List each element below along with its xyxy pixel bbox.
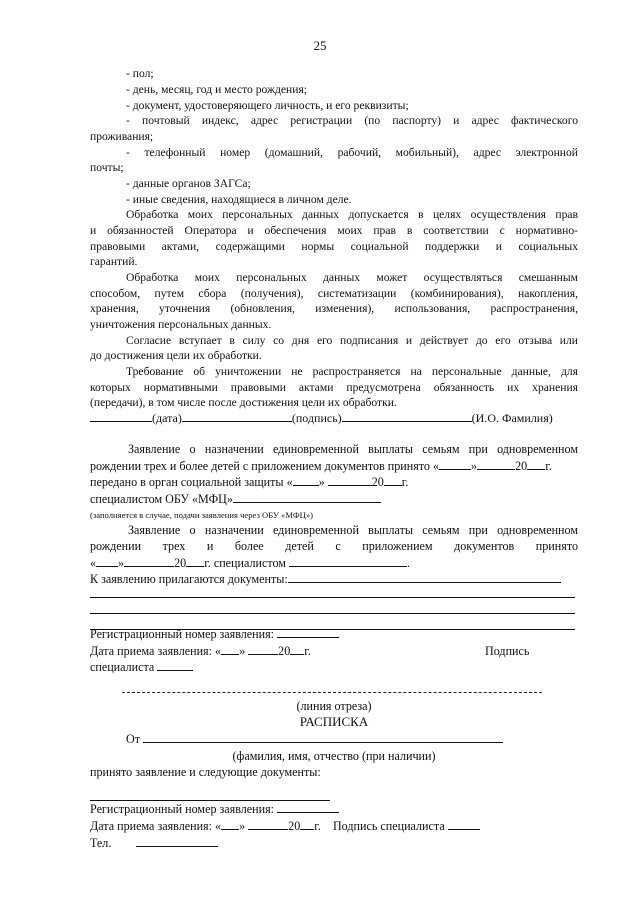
specialist-line: специалиста [90, 659, 578, 676]
signature-line [90, 410, 578, 427]
year-blank[interactable] [290, 643, 304, 655]
paragraph-line: которых нормативными правовыми актами предусмотрена обязанность их хранения [90, 381, 578, 394]
mfc-specialist-line: специалистом ОБУ «МФЦ» [90, 491, 578, 508]
docs-blank-line[interactable] [90, 597, 575, 598]
reg-number-line: Регистрационный номер заявления: [90, 626, 578, 643]
transferred-line: передано в орган социальной защиты « » 20 г. [90, 475, 409, 489]
application-accepted-line: « » 20 г. специалистом . [90, 556, 410, 570]
accepted-docs-line: принято заявление и следующие документы: [90, 765, 321, 779]
attached-docs-line: К заявлению прилагаются документы: [90, 571, 578, 588]
specialist-blank[interactable] [233, 491, 381, 503]
paragraph-line: и обязанностей Оператора и обеспечения моих прав в соответствии с нормативно- [90, 224, 578, 237]
reg-number-blank[interactable] [277, 626, 339, 638]
paragraph-line: Согласие вступает в силу со дня его подписания и действует до его отзыва или [126, 334, 578, 347]
month-blank[interactable] [248, 818, 288, 830]
list-item: - данные органов ЗАГСа; [126, 177, 251, 190]
date-caption: (дата) [152, 411, 182, 425]
list-item: - телефонный номер (домашний, рабочий, мобильный), адрес электронной [126, 146, 578, 159]
reg-number-line: Регистрационный номер заявления: [90, 801, 578, 818]
paragraph-line: уничтожения персональных данных. [90, 318, 272, 331]
application-text: рождении трех и более детей с приложением документов принято [90, 539, 578, 553]
month-blank[interactable] [328, 474, 372, 486]
paragraph-line: до достижения цели их обработки. [90, 349, 262, 362]
application-accepted-line: рождении трех и более детей с приложением документов принято « » 20 г. [90, 459, 552, 473]
application-text: Заявление о назначении единовременной выплаты семьям при одновременном [128, 523, 578, 537]
paragraph-line: хранения, уточнения (обновления, изменения), использования, распространения, [90, 302, 578, 315]
list-item: - пол; [126, 67, 154, 80]
paragraph-line: Требование об уничтожении не распространяется на персональные данные, для [126, 365, 578, 378]
day-blank[interactable] [96, 555, 118, 567]
year-blank[interactable] [384, 474, 402, 486]
day-blank[interactable] [439, 458, 471, 470]
signature-blank[interactable] [182, 410, 292, 422]
month-blank[interactable] [124, 555, 174, 567]
list-item: - документ, удостоверяющего личность, и его реквизиты; [126, 99, 409, 112]
docs-blank[interactable] [288, 571, 561, 583]
cut-line-caption: (линия отреза) [296, 699, 372, 713]
month-blank[interactable] [477, 458, 515, 470]
specialist-signature-blank[interactable] [448, 818, 480, 830]
paragraph-line: способом, путем сбора (получения), систематизации (комбинирования), накопления, [90, 287, 578, 300]
year-blank[interactable] [527, 458, 545, 470]
receive-date-line: Дата приема заявления: « » 20 г. [90, 644, 311, 658]
paragraph-line: Обработка моих персональных данных допускается в целях осуществления прав [126, 208, 578, 221]
receipt-title: РАСПИСКА [299, 714, 369, 729]
mfc-note: (заполняется в случае, подачи заявления через ОБУ «МФЦ») [90, 510, 314, 520]
list-item: - почтовый индекс, адрес регистрации (по паспорту) и адрес фактического [126, 114, 578, 127]
month-blank[interactable] [248, 643, 278, 655]
paragraph-line: Обработка моих персональных данных может осуществляться смешанным [126, 271, 578, 284]
receive-date-line: Дата приема заявления: « » 20 г. Подпись специалиста [90, 818, 578, 835]
specialist-blank[interactable] [289, 555, 407, 567]
year-blank[interactable] [300, 818, 314, 830]
paragraph-line: правовыми актами, содержащими нормы социальной поддержки и социальных [90, 240, 578, 253]
name-blank[interactable] [342, 410, 472, 422]
cut-line [122, 692, 542, 693]
date-blank[interactable] [90, 410, 152, 422]
paragraph-line: гарантий. [90, 255, 138, 268]
specialist-signature-blank[interactable] [157, 659, 193, 671]
page-number: 25 [313, 38, 327, 53]
list-item: - иные сведения, находящиеся в личном деле. [126, 193, 352, 206]
phone-blank[interactable] [136, 835, 218, 847]
list-item: почты; [90, 161, 124, 174]
year-blank[interactable] [186, 555, 204, 567]
phone-line: Тел. [90, 835, 578, 852]
signature-caption: (подпись) [291, 411, 342, 425]
day-blank[interactable] [221, 643, 239, 655]
reg-number-blank[interactable] [277, 801, 339, 813]
list-item: проживания; [90, 130, 154, 143]
from-blank[interactable] [143, 731, 503, 743]
day-blank[interactable] [293, 474, 319, 486]
list-item: - день, месяц, год и место рождения; [126, 83, 308, 96]
paragraph-line: (передачи), в том числе после достижения цели их обработки. [90, 396, 397, 409]
application-text: Заявление о назначении единовременной выплаты семьям при одновременном [128, 442, 578, 456]
from-line: От [126, 731, 614, 748]
name-caption: (И.О. Фамилия) [471, 411, 553, 425]
docs-blank-line[interactable] [90, 613, 575, 614]
fio-caption: (фамилия, имя, отчество (при наличии) [232, 749, 436, 763]
day-blank[interactable] [221, 818, 239, 830]
signature-label: Подпись [485, 644, 530, 658]
